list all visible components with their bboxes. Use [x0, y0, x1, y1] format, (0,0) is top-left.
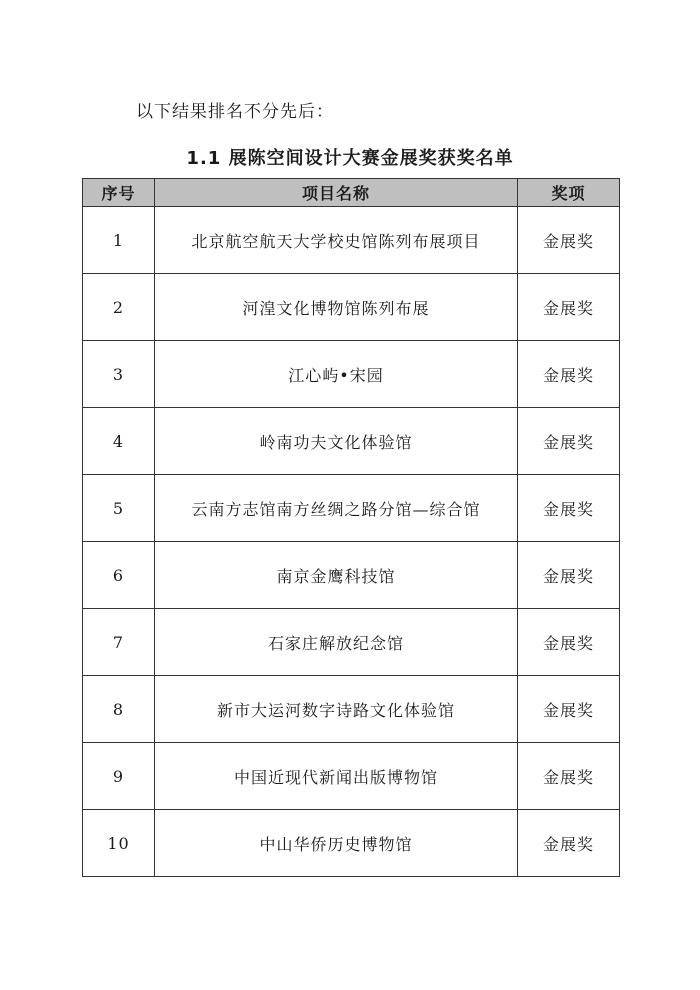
row-no: 6: [83, 542, 155, 609]
header-no: 序号: [83, 179, 155, 207]
table-row: [83, 341, 620, 408]
table-row: [83, 743, 620, 810]
row-no: 7: [83, 609, 155, 676]
row-no: 8: [83, 676, 155, 743]
table-row: [83, 609, 620, 676]
table-row: [83, 542, 620, 609]
row-no: 1: [83, 207, 155, 274]
row-award: 金展奖: [518, 475, 620, 542]
row-project: 岭南功夫文化体验馆: [155, 408, 518, 475]
intro-text: 以下结果排名不分先后：: [136, 102, 334, 122]
header-award: 奖项: [518, 179, 620, 207]
table-row: [83, 810, 620, 877]
row-award: 金展奖: [518, 408, 620, 475]
row-no: 2: [83, 274, 155, 341]
row-award: 金展奖: [518, 743, 620, 810]
row-no: 5: [83, 475, 155, 542]
row-award: 金展奖: [518, 676, 620, 743]
table-header-row: [83, 179, 620, 207]
row-project: 北京航空航天大学校史馆陈列布展项目: [155, 207, 518, 274]
row-no: 3: [83, 341, 155, 408]
table-row: [83, 676, 620, 743]
row-award: 金展奖: [518, 609, 620, 676]
row-award: 金展奖: [518, 542, 620, 609]
row-project: 石家庄解放纪念馆: [155, 609, 518, 676]
table-row: [83, 274, 620, 341]
row-project: 新市大运河数字诗路文化体验馆: [155, 676, 518, 743]
row-no: 4: [83, 408, 155, 475]
row-award: 金展奖: [518, 341, 620, 408]
header-project: 项目名称: [155, 179, 518, 207]
row-project: 江心屿•宋园: [155, 341, 518, 408]
award-table: [82, 178, 620, 877]
row-project: 中山华侨历史博物馆: [155, 810, 518, 877]
table-row: [83, 207, 620, 274]
row-project: 中国近现代新闻出版博物馆: [155, 743, 518, 810]
row-project: 南京金鹰科技馆: [155, 542, 518, 609]
table-row: [83, 475, 620, 542]
row-award: 金展奖: [518, 207, 620, 274]
section-title: 1.1 展陈空间设计大赛金展奖获奖名单: [186, 148, 514, 169]
row-no: 10: [83, 810, 155, 877]
table-row: [83, 408, 620, 475]
row-no: 9: [83, 743, 155, 810]
row-project: 云南方志馆南方丝绸之路分馆—综合馆: [155, 475, 518, 542]
row-award: 金展奖: [518, 274, 620, 341]
row-project: 河湟文化博物馆陈列布展: [155, 274, 518, 341]
row-award: 金展奖: [518, 810, 620, 877]
